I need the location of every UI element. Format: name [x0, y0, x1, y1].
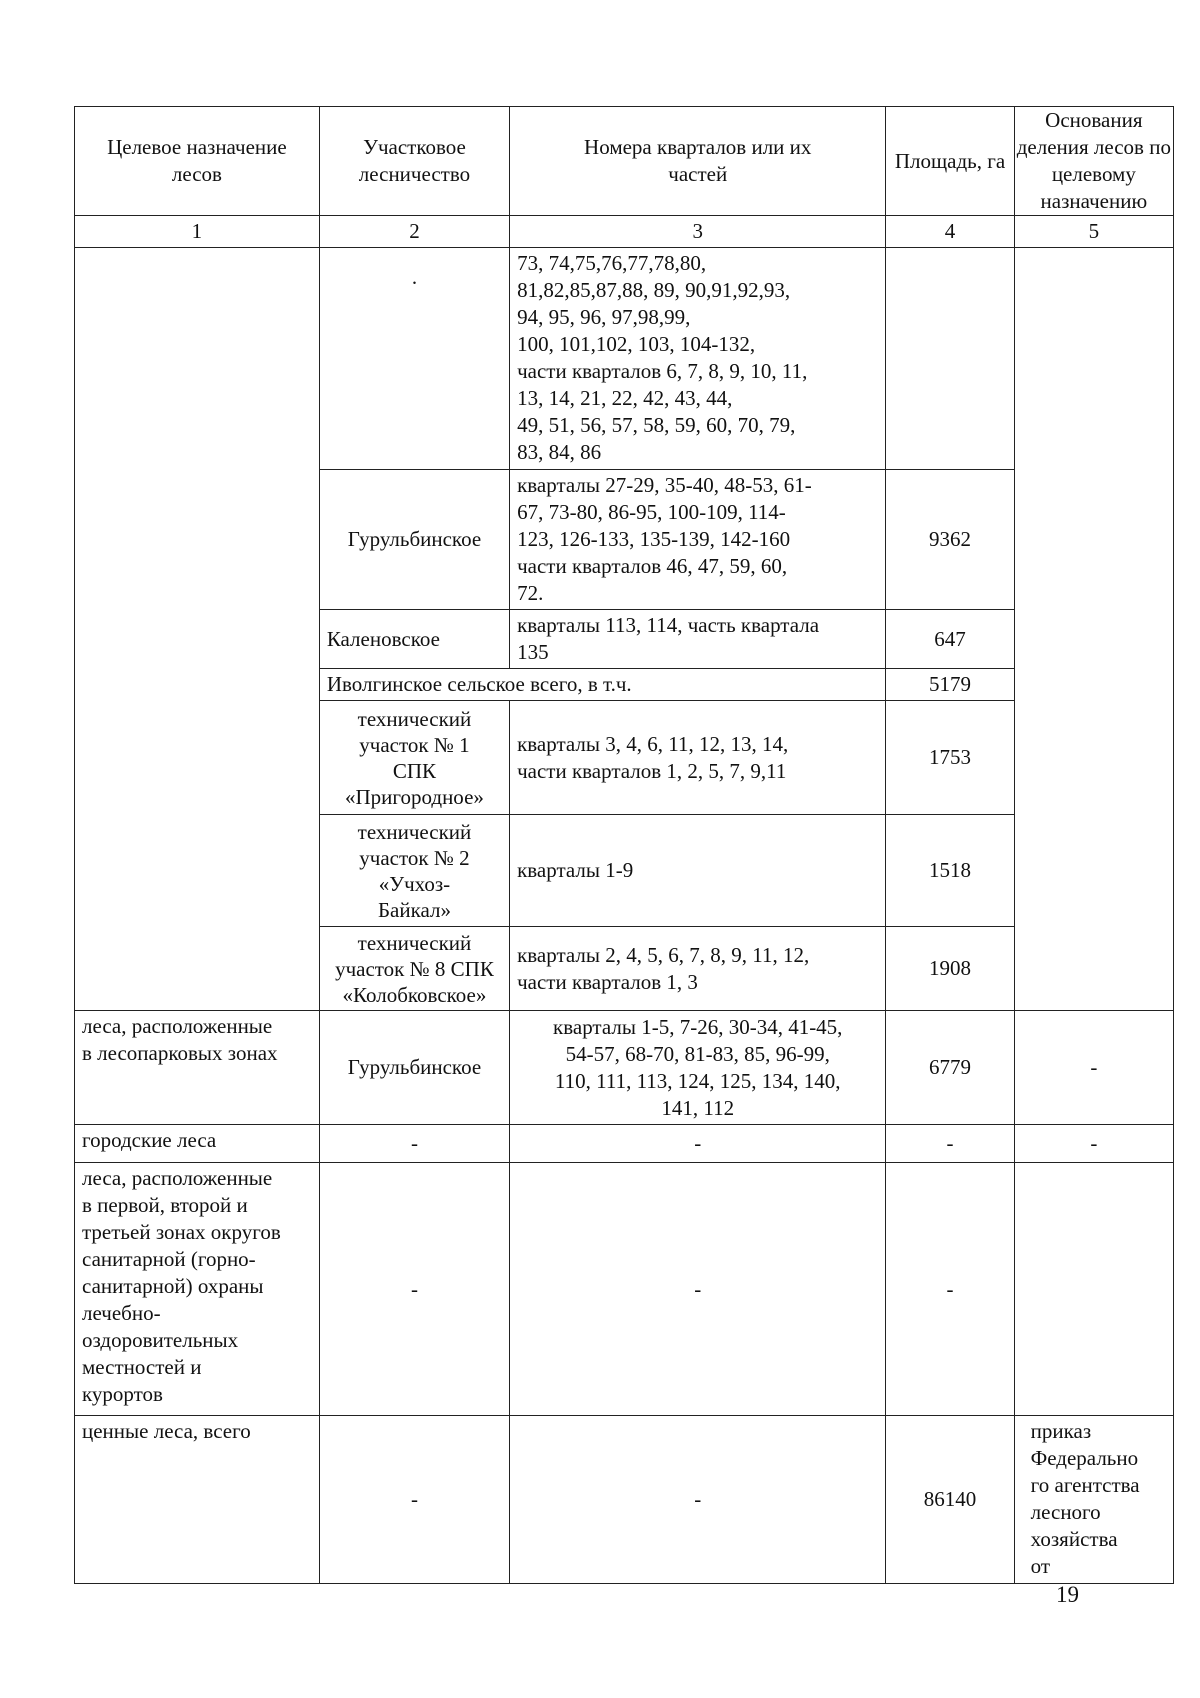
- forestry-cell: технический участок № 2 «Учхоз- Байкал»: [319, 815, 509, 927]
- quarters-cell: -: [510, 1125, 886, 1163]
- quarters-cell: кварталы 2, 4, 5, 6, 7, 8, 9, 11, 12, части кварталов 1, 3: [510, 927, 886, 1011]
- subtotal-label: Иволгинское сельское всего, в т.ч.: [319, 669, 886, 701]
- forestry-cell: Гурульбинское: [319, 470, 509, 610]
- column-number-4: 4: [886, 216, 1014, 248]
- forestry-cell: -: [319, 1416, 509, 1584]
- area-cell: 5179: [886, 669, 1014, 701]
- header-basis: Основания деления лесов по целевому назначению: [1014, 107, 1173, 216]
- forestry-cell: -: [319, 1125, 509, 1163]
- quarters-cell: 73, 74,75,76,77,78,80, 81,82,85,87,88, 89, 90,91,92,93, 94, 95, 96, 97,98,99, 100, 101,102, 103, 104-132, части кварталов 6, 7, 8, 9, 10, 11, 13, 14, 21, 22, 42, 43, 44, 49, 51, 56, 57, 58, 59, 60, 70, 79, 83, 84, 86: [510, 248, 886, 470]
- quarters-cell: кварталы 113, 114, часть квартала 135: [510, 610, 886, 669]
- basis-cell: -: [1014, 1125, 1173, 1163]
- header-area: Площадь, га: [886, 107, 1014, 216]
- quarters-cell: кварталы 27-29, 35-40, 48-53, 61- 67, 73-80, 86-95, 100-109, 114- 123, 126-133, 135-139, 142-160 части кварталов 46, 47, 59, 60, 72.: [510, 470, 886, 610]
- forestry-cell: технический участок № 1 СПК «Пригородное»: [319, 701, 509, 815]
- header-row: [75, 107, 1174, 216]
- basis-cell: приказ Федерально го агентства лесного хозяйства от: [1014, 1416, 1173, 1584]
- area-cell: -: [886, 1163, 1014, 1416]
- forestry-cell: ·: [319, 248, 509, 470]
- quarters-cell: кварталы 1-5, 7-26, 30-34, 41-45, 54-57, 68-70, 81-83, 85, 96-99, 110, 111, 113, 124, 125, 134, 140, 141, 112: [510, 1011, 886, 1125]
- forestry-cell: технический участок № 8 СПК «Колобковское»: [319, 927, 509, 1011]
- purpose-cell: леса, расположенные в первой, второй и третьей зонах округов санитарной (горно- санитарной) охраны лечебно- оздоровительных местностей и курортов: [75, 1163, 320, 1416]
- forestry-cell: -: [319, 1163, 509, 1416]
- area-cell: 6779: [886, 1011, 1014, 1125]
- purpose-cell-continued: [75, 248, 320, 1011]
- header-purpose: Целевое назначение лесов: [75, 107, 320, 216]
- basis-cell: [1014, 1163, 1173, 1416]
- forestry-cell: Каленовское: [319, 610, 509, 669]
- column-number-5: 5: [1014, 216, 1173, 248]
- area-cell: 9362: [886, 470, 1014, 610]
- quarters-cell: -: [510, 1163, 886, 1416]
- quarters-cell: -: [510, 1416, 886, 1584]
- quarters-cell: кварталы 3, 4, 6, 11, 12, 13, 14, части кварталов 1, 2, 5, 7, 9,11: [510, 701, 886, 815]
- table-row: [75, 1125, 1174, 1163]
- area-cell: 647: [886, 610, 1014, 669]
- purpose-cell: леса, расположенные в лесопарковых зонах: [75, 1011, 320, 1125]
- area-cell: [886, 248, 1014, 470]
- basis-cell: -: [1014, 1011, 1173, 1125]
- forest-purpose-table: [74, 106, 1174, 1584]
- purpose-cell: городские леса: [75, 1125, 320, 1163]
- basis-cell-continued: [1014, 248, 1173, 1011]
- header-forestry: Участковое лесничество: [319, 107, 509, 216]
- page-number: 19: [1056, 1582, 1079, 1607]
- table-row: [75, 1416, 1174, 1584]
- header-quarters: Номера кварталов или их частей: [510, 107, 886, 216]
- table-row: [75, 1011, 1174, 1125]
- column-number-1: 1: [75, 216, 320, 248]
- column-number-2: 2: [319, 216, 509, 248]
- table-row: [75, 248, 1174, 470]
- area-cell: -: [886, 1125, 1014, 1163]
- column-number-3: 3: [510, 216, 886, 248]
- forestry-cell: Гурульбинское: [319, 1011, 509, 1125]
- column-number-row: [75, 216, 1174, 248]
- table-row: [75, 1163, 1174, 1416]
- purpose-cell: ценные леса, всего: [75, 1416, 320, 1584]
- area-cell: 86140: [886, 1416, 1014, 1584]
- area-cell: 1908: [886, 927, 1014, 1011]
- quarters-cell: кварталы 1-9: [510, 815, 886, 927]
- area-cell: 1753: [886, 701, 1014, 815]
- area-cell: 1518: [886, 815, 1014, 927]
